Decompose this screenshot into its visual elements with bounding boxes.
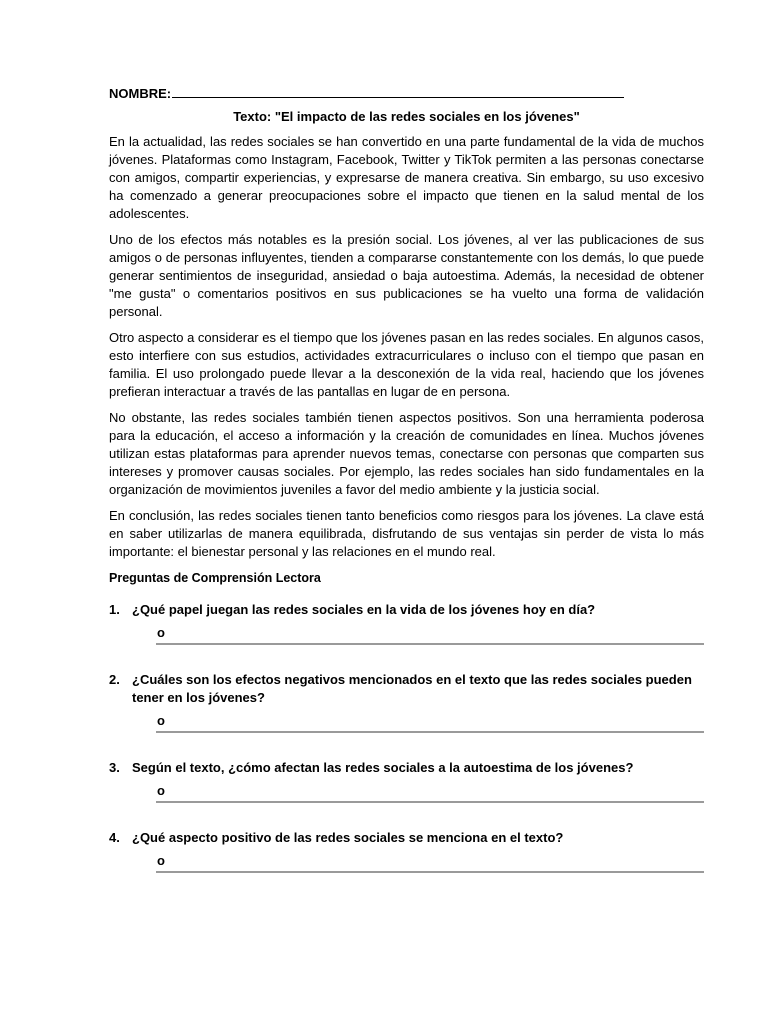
answer-bullet: o — [157, 853, 165, 868]
question-2 — [109, 671, 704, 707]
question-text: ¿Qué papel juegan las redes sociales en la vida de los jóvenes hoy en día? — [132, 602, 596, 617]
paragraph-5: En conclusión, las redes sociales tienen tanto beneficios como riesgos para los jóvenes. La clave está en saber utilizarlas de manera equilibrada, disfrutando de sus ventajas sin perder de vista lo más importante: el bienestar personal y las relaciones en el mundo real. — [109, 508, 704, 559]
answer-line-2[interactable] — [156, 712, 704, 733]
paragraph-3: Otro aspecto a considerar es el tiempo que los jóvenes pasan en las redes sociales. En algunos casos, esto interfiere con sus estudios, actividades extracurriculares o incluso con el tiempo que pasan en familia. El uso prolongado puede llevar a la desconexión de la vida real, haciendo que los jóvenes prefieran interactuar a través de las pantallas en lugar de en persona. — [109, 330, 704, 399]
question-text: Según el texto, ¿cómo afectan las redes sociales a la autoestima de los jóvenes? — [132, 760, 634, 775]
paragraph-1: En la actualidad, las redes sociales se han convertido en una parte fundamental de la vida de muchos jóvenes. Plataformas como Instagram, Facebook, Twitter y TikTok permiten a las personas conectarse con amigos, compartir experiencias, y expresarse de manera creativa. Sin embargo, su uso excesivo ha comenzado a generar preocupaciones sobre el impacto que tienen en la salud mental de los adolescentes. — [109, 134, 704, 221]
name-label: NOMBRE: — [109, 86, 172, 101]
question-number: 3. — [109, 760, 120, 775]
name-field — [109, 84, 704, 104]
document-page — [109, 84, 704, 873]
question-3 — [109, 759, 704, 777]
answer-line-1[interactable] — [156, 624, 704, 645]
question-text: ¿Cuáles son los efectos negativos mencionados en el texto que las redes sociales pueden tener en los jóvenes? — [132, 672, 692, 705]
answer-bullet: o — [157, 713, 165, 728]
answer-line-4[interactable] — [156, 852, 704, 873]
name-underline — [172, 84, 624, 98]
paragraph-2: Uno de los efectos más notables es la presión social. Los jóvenes, al ver las publicaciones de sus amigos o de personas influyentes, tienden a compararse constantemente con los demás, lo que puede generar sentimientos de inseguridad, ansiedad o baja autoestima. Además, la necesidad de obtener "me gusta" o comentarios positivos en sus publicaciones se ha vuelto una forma de validación personal. — [109, 232, 704, 319]
question-text: ¿Qué aspecto positivo de las redes sociales se menciona en el texto? — [132, 830, 564, 845]
answer-bullet: o — [157, 625, 165, 640]
answer-bullet: o — [157, 783, 165, 798]
answer-line-3[interactable] — [156, 782, 704, 803]
question-1 — [109, 601, 704, 619]
question-number: 2. — [109, 672, 120, 687]
question-number: 1. — [109, 602, 120, 617]
document-title: Texto: "El impacto de las redes sociales en los jóvenes" — [233, 109, 580, 124]
paragraph-4: No obstante, las redes sociales también tienen aspectos positivos. Son una herramienta poderosa para la educación, el acceso a información y la creación de comunidades en línea. Muchos jóvenes utilizan estas plataformas para aprender nuevos temas, conectarse con personas que comparten sus intereses y promover causas sociales. Por ejemplo, las redes sociales han sido fundamentales en la organización de movimientos juveniles a favor del medio ambiente y la justicia social. — [109, 410, 704, 497]
questions-heading: Preguntas de Comprensión Lectora — [109, 571, 321, 585]
question-number: 4. — [109, 830, 120, 845]
question-4 — [109, 829, 704, 847]
